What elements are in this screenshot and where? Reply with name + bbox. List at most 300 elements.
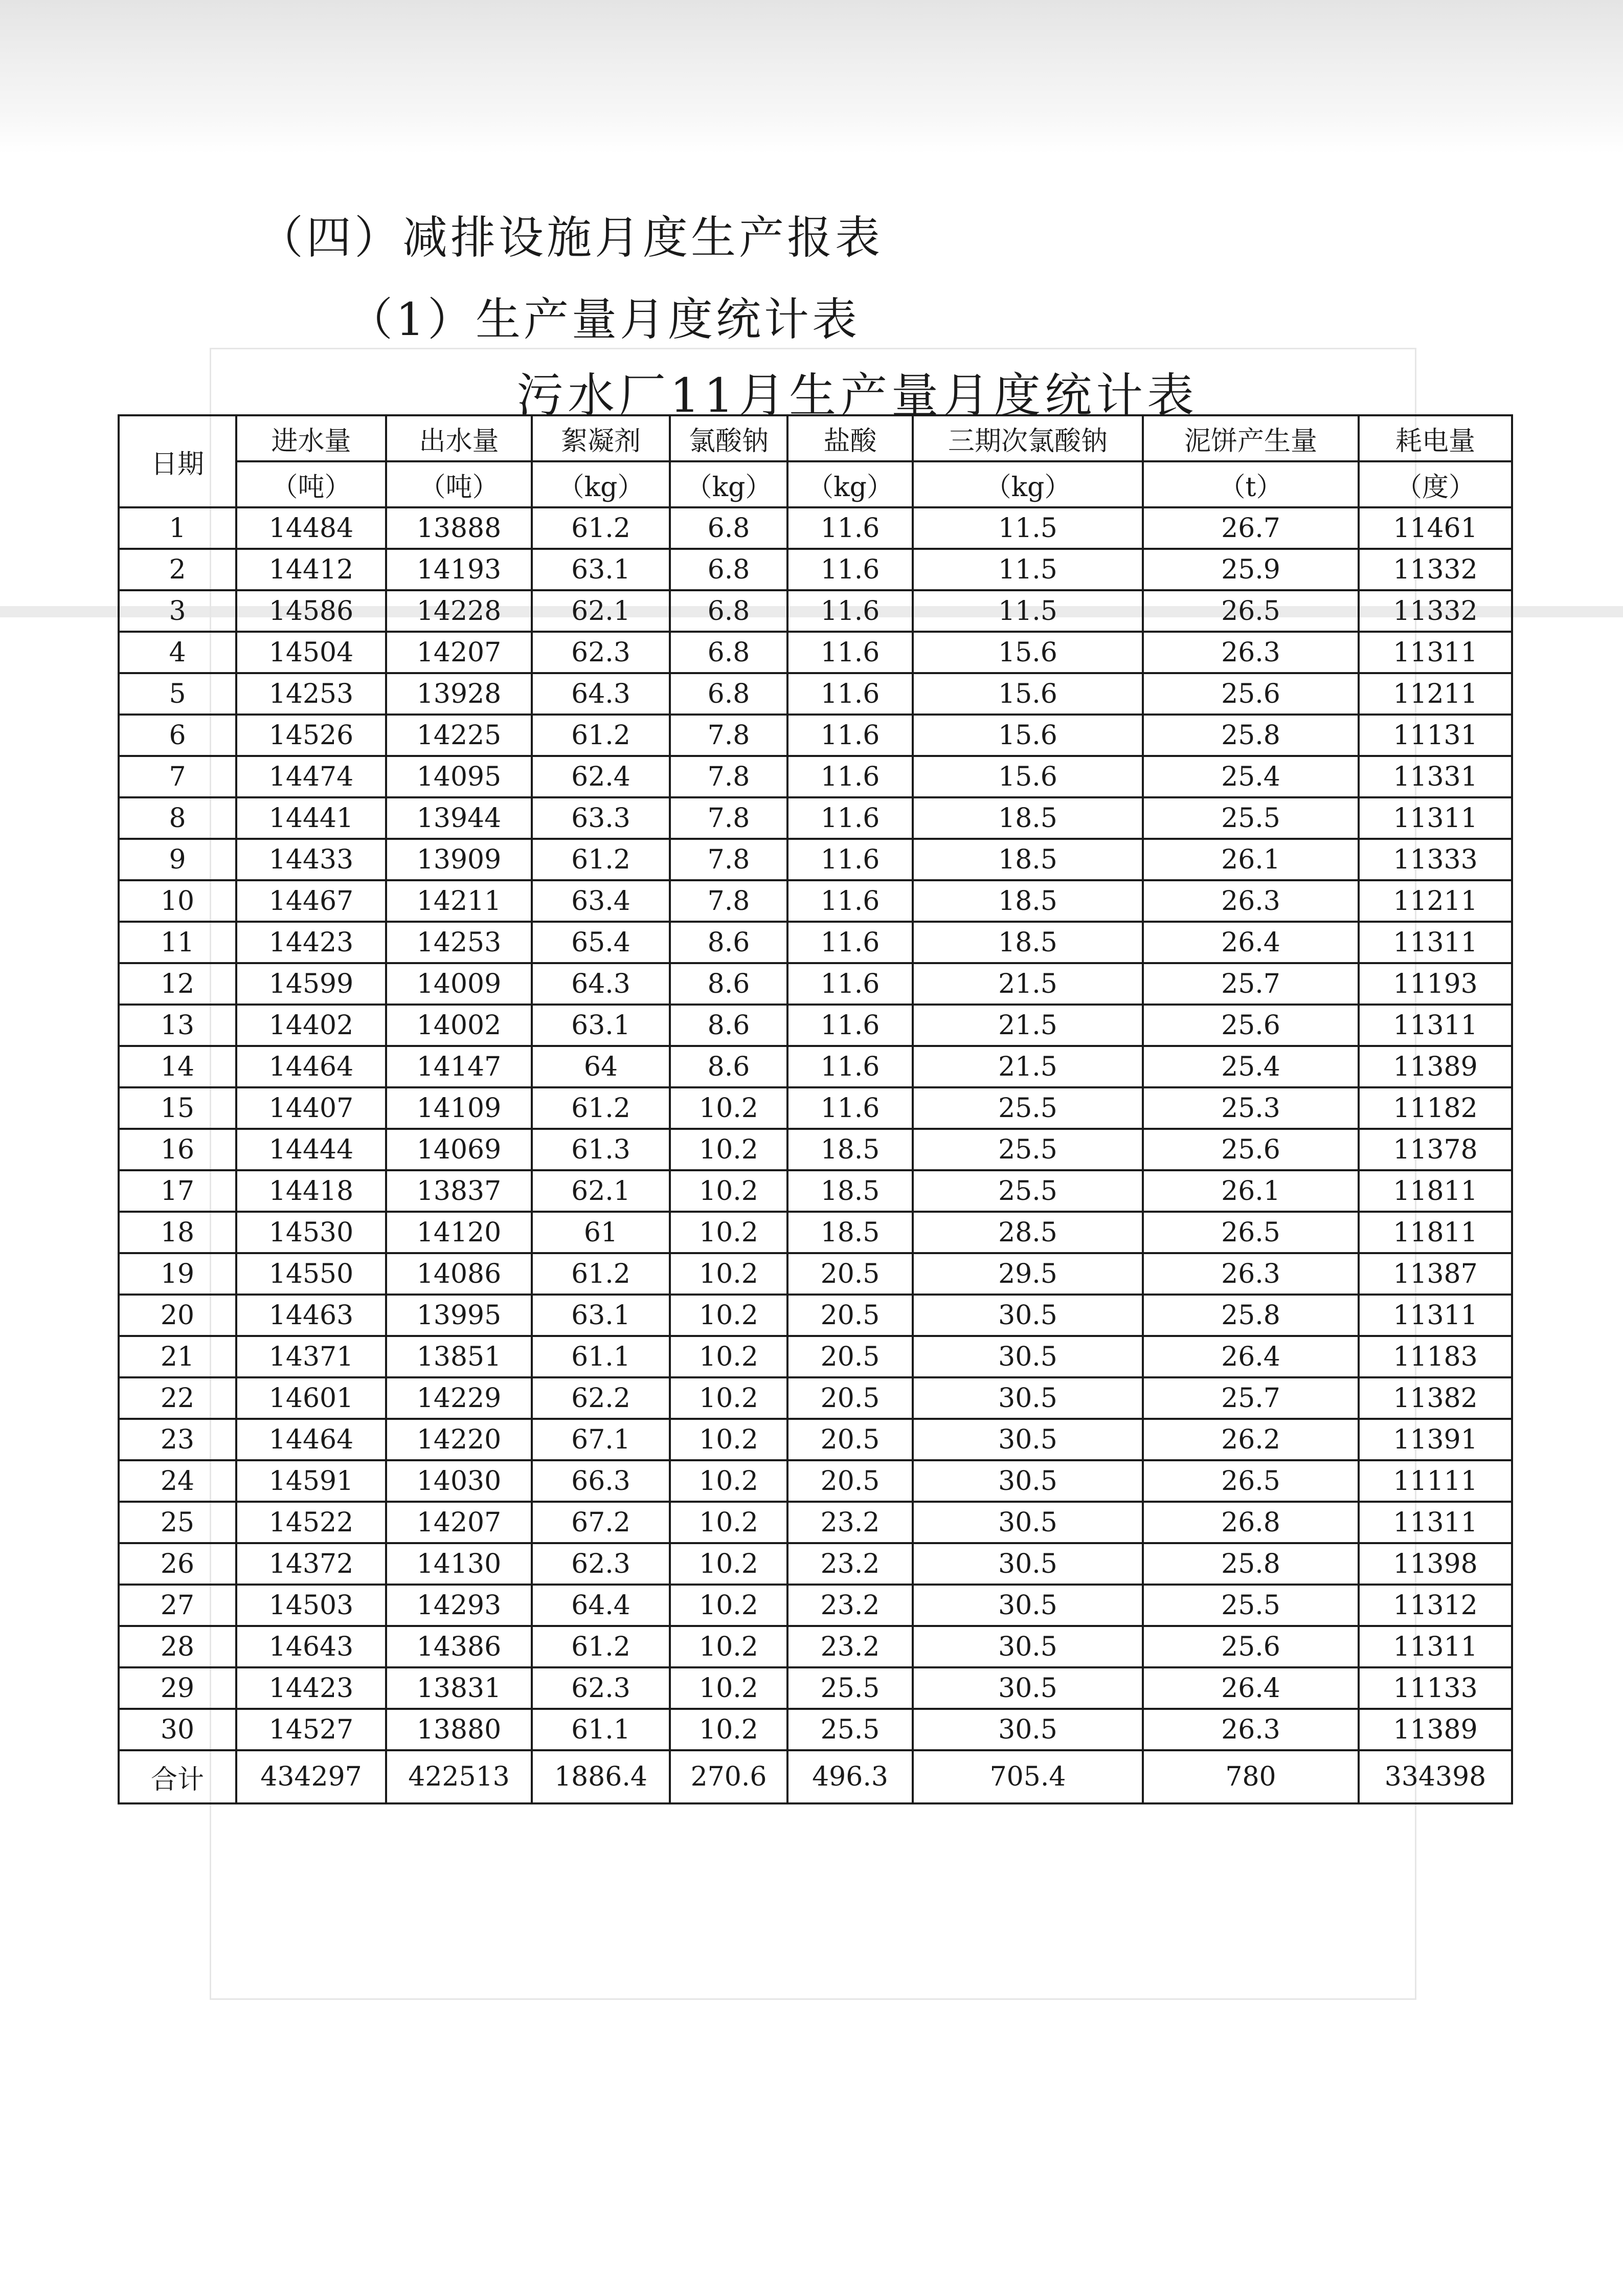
cell-inflow: 14601	[236, 1377, 386, 1419]
cell-flocculant: 63.1	[532, 1295, 670, 1336]
cell-flocculant: 65.4	[532, 922, 670, 963]
cell-outflow: 13880	[386, 1709, 532, 1750]
cell-electricity: 11811	[1359, 1212, 1512, 1253]
cell-date: 24	[119, 1460, 236, 1502]
cell-hydrochloric-acid: 11.6	[787, 549, 913, 590]
cell-date: 20	[119, 1295, 236, 1336]
cell-flocculant: 62.1	[532, 1170, 670, 1212]
cell-hydrochloric-acid: 11.6	[787, 673, 913, 715]
cell-inflow: 14530	[236, 1212, 386, 1253]
cell-sodium-chlorate: 10.2	[670, 1295, 787, 1336]
cell-sodium-chlorate: 7.8	[670, 756, 787, 797]
cell-outflow: 14225	[386, 715, 532, 756]
cell-flocculant: 67.1	[532, 1419, 670, 1460]
cell-sodium-chlorate: 10.2	[670, 1502, 787, 1543]
cell-outflow: 14293	[386, 1585, 532, 1626]
total-inflow: 434297	[236, 1750, 386, 1803]
cell-outflow: 14086	[386, 1253, 532, 1295]
cell-date: 7	[119, 756, 236, 797]
cell-sodium-chlorate: 7.8	[670, 715, 787, 756]
cell-electricity: 11133	[1359, 1667, 1512, 1709]
cell-inflow: 14599	[236, 963, 386, 1005]
table-row	[119, 632, 1512, 673]
table-row	[119, 1709, 1512, 1750]
cell-hypochlorite: 30.5	[913, 1667, 1143, 1709]
table-row	[119, 1543, 1512, 1585]
header-sodium-chlorate-unit: （kg）	[670, 461, 787, 507]
cell-hypochlorite: 21.5	[913, 1005, 1143, 1046]
cell-date: 14	[119, 1046, 236, 1087]
cell-electricity: 11382	[1359, 1377, 1512, 1419]
cell-hypochlorite: 29.5	[913, 1253, 1143, 1295]
cell-hydrochloric-acid: 11.6	[787, 963, 913, 1005]
cell-sodium-chlorate: 10.2	[670, 1419, 787, 1460]
cell-hydrochloric-acid: 11.6	[787, 590, 913, 632]
cell-outflow: 14386	[386, 1626, 532, 1667]
header-date: 日期	[119, 415, 236, 507]
cell-hypochlorite: 15.6	[913, 632, 1143, 673]
cell-hypochlorite: 18.5	[913, 797, 1143, 839]
cell-hydrochloric-acid: 18.5	[787, 1129, 913, 1170]
cell-sodium-chlorate: 10.2	[670, 1336, 787, 1377]
cell-date: 12	[119, 963, 236, 1005]
cell-hydrochloric-acid: 23.2	[787, 1543, 913, 1585]
cell-hypochlorite: 18.5	[913, 839, 1143, 880]
cell-flocculant: 64	[532, 1046, 670, 1087]
cell-outflow: 13928	[386, 673, 532, 715]
total-sodium-chlorate: 270.6	[670, 1750, 787, 1803]
cell-flocculant: 61.2	[532, 715, 670, 756]
cell-inflow: 14484	[236, 507, 386, 549]
cell-sludge-cake: 26.3	[1143, 632, 1359, 673]
cell-sludge-cake: 26.4	[1143, 922, 1359, 963]
cell-sludge-cake: 25.6	[1143, 1005, 1359, 1046]
cell-electricity: 11811	[1359, 1170, 1512, 1212]
cell-date: 16	[119, 1129, 236, 1170]
cell-date: 22	[119, 1377, 236, 1419]
cell-inflow: 14474	[236, 756, 386, 797]
cell-sludge-cake: 26.2	[1143, 1419, 1359, 1460]
cell-sludge-cake: 25.7	[1143, 1377, 1359, 1419]
table-row	[119, 673, 1512, 715]
cell-hypochlorite: 25.5	[913, 1087, 1143, 1129]
cell-sludge-cake: 25.7	[1143, 963, 1359, 1005]
table-row	[119, 1253, 1512, 1295]
cell-hypochlorite: 21.5	[913, 963, 1143, 1005]
table-row	[119, 839, 1512, 880]
cell-sodium-chlorate: 6.8	[670, 507, 787, 549]
cell-sludge-cake: 25.5	[1143, 1585, 1359, 1626]
total-sludge-cake: 780	[1143, 1750, 1359, 1803]
cell-date: 17	[119, 1170, 236, 1212]
cell-hypochlorite: 18.5	[913, 922, 1143, 963]
cell-sludge-cake: 26.1	[1143, 839, 1359, 880]
cell-sodium-chlorate: 10.2	[670, 1087, 787, 1129]
cell-date: 27	[119, 1585, 236, 1626]
table-header	[119, 415, 1512, 507]
cell-hydrochloric-acid: 11.6	[787, 756, 913, 797]
cell-date: 9	[119, 839, 236, 880]
cell-inflow: 14463	[236, 1295, 386, 1336]
header-outflow: 出水量	[386, 415, 532, 461]
header-inflow: 进水量	[236, 415, 386, 461]
cell-hydrochloric-acid: 11.6	[787, 1087, 913, 1129]
cell-date: 1	[119, 507, 236, 549]
header-sludge-cake: 泥饼产生量	[1143, 415, 1359, 461]
cell-sodium-chlorate: 10.2	[670, 1667, 787, 1709]
cell-electricity: 11461	[1359, 507, 1512, 549]
cell-inflow: 14464	[236, 1046, 386, 1087]
cell-sludge-cake: 25.4	[1143, 756, 1359, 797]
table-row	[119, 1005, 1512, 1046]
table-row	[119, 1667, 1512, 1709]
cell-sodium-chlorate: 6.8	[670, 632, 787, 673]
cell-electricity: 11193	[1359, 963, 1512, 1005]
cell-electricity: 11111	[1359, 1460, 1512, 1502]
cell-hydrochloric-acid: 20.5	[787, 1336, 913, 1377]
table-row	[119, 549, 1512, 590]
table-row	[119, 756, 1512, 797]
table-row	[119, 1336, 1512, 1377]
header-row-1	[119, 415, 1512, 461]
table-row	[119, 590, 1512, 632]
cell-electricity: 11389	[1359, 1046, 1512, 1087]
cell-electricity: 11332	[1359, 590, 1512, 632]
cell-outflow: 13851	[386, 1336, 532, 1377]
cell-flocculant: 62.2	[532, 1377, 670, 1419]
cell-date: 23	[119, 1419, 236, 1460]
cell-date: 19	[119, 1253, 236, 1295]
cell-outflow: 14009	[386, 963, 532, 1005]
cell-hypochlorite: 30.5	[913, 1709, 1143, 1750]
cell-sodium-chlorate: 7.8	[670, 797, 787, 839]
cell-hypochlorite: 15.6	[913, 673, 1143, 715]
cell-outflow: 14253	[386, 922, 532, 963]
cell-sodium-chlorate: 10.2	[670, 1460, 787, 1502]
cell-hydrochloric-acid: 23.2	[787, 1626, 913, 1667]
cell-inflow: 14423	[236, 1667, 386, 1709]
cell-inflow: 14586	[236, 590, 386, 632]
cell-date: 5	[119, 673, 236, 715]
cell-sodium-chlorate: 10.2	[670, 1170, 787, 1212]
header-electricity: 耗电量	[1359, 415, 1512, 461]
cell-date: 13	[119, 1005, 236, 1046]
cell-date: 3	[119, 590, 236, 632]
total-label: 合计	[119, 1750, 236, 1803]
cell-inflow: 14423	[236, 922, 386, 963]
cell-hydrochloric-acid: 11.6	[787, 715, 913, 756]
cell-flocculant: 61	[532, 1212, 670, 1253]
cell-hypochlorite: 30.5	[913, 1585, 1143, 1626]
cell-hydrochloric-acid: 18.5	[787, 1170, 913, 1212]
cell-outflow: 14130	[386, 1543, 532, 1585]
cell-flocculant: 62.4	[532, 756, 670, 797]
cell-date: 28	[119, 1626, 236, 1667]
cell-hypochlorite: 30.5	[913, 1543, 1143, 1585]
table-row	[119, 1585, 1512, 1626]
cell-date: 29	[119, 1667, 236, 1709]
cell-hypochlorite: 28.5	[913, 1212, 1143, 1253]
cell-sludge-cake: 25.3	[1143, 1087, 1359, 1129]
cell-inflow: 14467	[236, 880, 386, 922]
table-row	[119, 963, 1512, 1005]
cell-hydrochloric-acid: 25.5	[787, 1709, 913, 1750]
cell-date: 11	[119, 922, 236, 963]
header-electricity-unit: （度）	[1359, 461, 1512, 507]
cell-outflow: 13909	[386, 839, 532, 880]
total-row	[119, 1750, 1512, 1803]
cell-sludge-cake: 25.5	[1143, 797, 1359, 839]
cell-flocculant: 67.2	[532, 1502, 670, 1543]
cell-flocculant: 61.2	[532, 1253, 670, 1295]
cell-outflow: 14193	[386, 549, 532, 590]
cell-sludge-cake: 26.7	[1143, 507, 1359, 549]
cell-inflow: 14407	[236, 1087, 386, 1129]
cell-hypochlorite: 18.5	[913, 880, 1143, 922]
cell-date: 15	[119, 1087, 236, 1129]
cell-electricity: 11389	[1359, 1709, 1512, 1750]
cell-date: 6	[119, 715, 236, 756]
header-row-2	[119, 461, 1512, 507]
cell-inflow: 14591	[236, 1460, 386, 1502]
header-inflow-unit: （吨）	[236, 461, 386, 507]
header-hydrochloric-acid-unit: （kg）	[787, 461, 913, 507]
cell-outflow: 14207	[386, 632, 532, 673]
cell-hydrochloric-acid: 11.6	[787, 632, 913, 673]
table-row	[119, 1502, 1512, 1543]
cell-outflow: 14228	[386, 590, 532, 632]
cell-inflow: 14504	[236, 632, 386, 673]
cell-sludge-cake: 25.4	[1143, 1046, 1359, 1087]
cell-hydrochloric-acid: 20.5	[787, 1419, 913, 1460]
cell-flocculant: 62.3	[532, 632, 670, 673]
cell-flocculant: 63.3	[532, 797, 670, 839]
cell-hydrochloric-acid: 18.5	[787, 1212, 913, 1253]
cell-flocculant: 66.3	[532, 1460, 670, 1502]
table-row	[119, 1460, 1512, 1502]
cell-sludge-cake: 26.3	[1143, 1253, 1359, 1295]
cell-flocculant: 61.3	[532, 1129, 670, 1170]
cell-hypochlorite: 30.5	[913, 1295, 1143, 1336]
cell-sludge-cake: 25.8	[1143, 1543, 1359, 1585]
cell-hypochlorite: 21.5	[913, 1046, 1143, 1087]
cell-hydrochloric-acid: 25.5	[787, 1667, 913, 1709]
total-hydrochloric-acid: 496.3	[787, 1750, 913, 1803]
cell-inflow: 14402	[236, 1005, 386, 1046]
cell-flocculant: 62.3	[532, 1667, 670, 1709]
header-flocculant-unit: （kg）	[532, 461, 670, 507]
total-hypochlorite: 705.4	[913, 1750, 1143, 1803]
cell-hydrochloric-acid: 23.2	[787, 1502, 913, 1543]
cell-hypochlorite: 11.5	[913, 549, 1143, 590]
table-row	[119, 797, 1512, 839]
cell-date: 25	[119, 1502, 236, 1543]
cell-hypochlorite: 30.5	[913, 1502, 1143, 1543]
cell-sodium-chlorate: 8.6	[670, 1005, 787, 1046]
cell-hypochlorite: 25.5	[913, 1170, 1143, 1212]
cell-outflow: 14069	[386, 1129, 532, 1170]
table-body	[119, 507, 1512, 1750]
cell-electricity: 11183	[1359, 1336, 1512, 1377]
cell-flocculant: 61.2	[532, 1626, 670, 1667]
cell-inflow: 14643	[236, 1626, 386, 1667]
cell-flocculant: 61.2	[532, 507, 670, 549]
table-row	[119, 715, 1512, 756]
cell-electricity: 11331	[1359, 756, 1512, 797]
total-electricity: 334398	[1359, 1750, 1512, 1803]
cell-outflow: 14207	[386, 1502, 532, 1543]
table-row	[119, 1626, 1512, 1667]
cell-outflow: 13888	[386, 507, 532, 549]
cell-outflow: 14229	[386, 1377, 532, 1419]
cell-hydrochloric-acid: 11.6	[787, 507, 913, 549]
section-title: （四）减排设施月度生产报表	[258, 211, 884, 264]
cell-date: 18	[119, 1212, 236, 1253]
table-row	[119, 1419, 1512, 1460]
table-row	[119, 922, 1512, 963]
cell-flocculant: 63.1	[532, 1005, 670, 1046]
cell-electricity: 11398	[1359, 1543, 1512, 1585]
cell-sludge-cake: 26.4	[1143, 1336, 1359, 1377]
cell-hypochlorite: 30.5	[913, 1460, 1143, 1502]
cell-inflow: 14550	[236, 1253, 386, 1295]
cell-sludge-cake: 26.3	[1143, 880, 1359, 922]
cell-electricity: 11311	[1359, 1626, 1512, 1667]
cell-hydrochloric-acid: 11.6	[787, 839, 913, 880]
cell-inflow: 14418	[236, 1170, 386, 1212]
cell-sodium-chlorate: 10.2	[670, 1585, 787, 1626]
cell-electricity: 11332	[1359, 549, 1512, 590]
cell-flocculant: 61.1	[532, 1336, 670, 1377]
cell-date: 2	[119, 549, 236, 590]
table-row	[119, 1377, 1512, 1419]
cell-sludge-cake: 26.3	[1143, 1709, 1359, 1750]
cell-outflow: 14220	[386, 1419, 532, 1460]
cell-sludge-cake: 26.1	[1143, 1170, 1359, 1212]
cell-sodium-chlorate: 10.2	[670, 1129, 787, 1170]
cell-sodium-chlorate: 6.8	[670, 673, 787, 715]
cell-electricity: 11211	[1359, 673, 1512, 715]
cell-inflow: 14372	[236, 1543, 386, 1585]
table-title: 污水厂11月生产量月度统计表	[516, 368, 1199, 423]
cell-outflow: 13944	[386, 797, 532, 839]
table-footer	[119, 1750, 1512, 1803]
cell-hydrochloric-acid: 20.5	[787, 1295, 913, 1336]
cell-date: 26	[119, 1543, 236, 1585]
cell-date: 4	[119, 632, 236, 673]
cell-sodium-chlorate: 7.8	[670, 839, 787, 880]
cell-sludge-cake: 25.8	[1143, 715, 1359, 756]
cell-inflow: 14371	[236, 1336, 386, 1377]
cell-inflow: 14412	[236, 549, 386, 590]
cell-hypochlorite: 30.5	[913, 1336, 1143, 1377]
cell-date: 10	[119, 880, 236, 922]
cell-inflow: 14433	[236, 839, 386, 880]
cell-hydrochloric-acid: 20.5	[787, 1460, 913, 1502]
cell-sodium-chlorate: 7.8	[670, 880, 787, 922]
cell-outflow: 13831	[386, 1667, 532, 1709]
cell-inflow: 14444	[236, 1129, 386, 1170]
cell-sodium-chlorate: 6.8	[670, 590, 787, 632]
cell-date: 30	[119, 1709, 236, 1750]
cell-flocculant: 63.4	[532, 880, 670, 922]
cell-sludge-cake: 25.6	[1143, 1129, 1359, 1170]
cell-flocculant: 61.1	[532, 1709, 670, 1750]
cell-electricity: 11311	[1359, 1005, 1512, 1046]
cell-flocculant: 61.2	[532, 1087, 670, 1129]
cell-electricity: 11311	[1359, 922, 1512, 963]
table-row	[119, 1170, 1512, 1212]
cell-date: 8	[119, 797, 236, 839]
cell-sodium-chlorate: 10.2	[670, 1212, 787, 1253]
cell-hydrochloric-acid: 11.6	[787, 797, 913, 839]
table-row	[119, 1295, 1512, 1336]
cell-sludge-cake: 26.8	[1143, 1502, 1359, 1543]
cell-hypochlorite: 15.6	[913, 756, 1143, 797]
cell-flocculant: 62.3	[532, 1543, 670, 1585]
cell-sodium-chlorate: 10.2	[670, 1709, 787, 1750]
cell-sludge-cake: 25.8	[1143, 1295, 1359, 1336]
cell-sodium-chlorate: 6.8	[670, 549, 787, 590]
cell-sodium-chlorate: 10.2	[670, 1543, 787, 1585]
cell-outflow: 14095	[386, 756, 532, 797]
header-hydrochloric-acid: 盐酸	[787, 415, 913, 461]
total-flocculant: 1886.4	[532, 1750, 670, 1803]
cell-electricity: 11312	[1359, 1585, 1512, 1626]
cell-sodium-chlorate: 8.6	[670, 922, 787, 963]
cell-hypochlorite: 25.5	[913, 1129, 1143, 1170]
cell-inflow: 14441	[236, 797, 386, 839]
cell-inflow: 14464	[236, 1419, 386, 1460]
cell-sodium-chlorate: 10.2	[670, 1626, 787, 1667]
cell-sludge-cake: 26.5	[1143, 1460, 1359, 1502]
table-row	[119, 507, 1512, 549]
cell-electricity: 11311	[1359, 797, 1512, 839]
cell-sodium-chlorate: 10.2	[670, 1253, 787, 1295]
cell-sludge-cake: 25.9	[1143, 549, 1359, 590]
cell-hydrochloric-acid: 11.6	[787, 1046, 913, 1087]
cell-outflow: 14120	[386, 1212, 532, 1253]
cell-electricity: 11311	[1359, 1295, 1512, 1336]
cell-hydrochloric-acid: 11.6	[787, 922, 913, 963]
cell-hydrochloric-acid: 20.5	[787, 1377, 913, 1419]
subsection-title: （1）生产量月度统计表	[348, 293, 860, 346]
header-flocculant: 絮凝剂	[532, 415, 670, 461]
cell-outflow: 14109	[386, 1087, 532, 1129]
cell-electricity: 11378	[1359, 1129, 1512, 1170]
cell-flocculant: 64.3	[532, 963, 670, 1005]
cell-hydrochloric-acid: 11.6	[787, 880, 913, 922]
cell-electricity: 11211	[1359, 880, 1512, 922]
cell-flocculant: 64.3	[532, 673, 670, 715]
cell-sodium-chlorate: 8.6	[670, 1046, 787, 1087]
header-hypochlorite: 三期次氯酸钠	[913, 415, 1143, 461]
table-row	[119, 1046, 1512, 1087]
cell-flocculant: 64.4	[532, 1585, 670, 1626]
cell-inflow: 14526	[236, 715, 386, 756]
cell-flocculant: 61.2	[532, 839, 670, 880]
cell-inflow: 14522	[236, 1502, 386, 1543]
cell-hypochlorite: 30.5	[913, 1419, 1143, 1460]
header-sludge-cake-unit: （t）	[1143, 461, 1359, 507]
cell-hydrochloric-acid: 23.2	[787, 1585, 913, 1626]
cell-sodium-chlorate: 8.6	[670, 963, 787, 1005]
cell-outflow: 14030	[386, 1460, 532, 1502]
table-row	[119, 1129, 1512, 1170]
production-stats-table	[118, 414, 1513, 1804]
cell-flocculant: 62.1	[532, 590, 670, 632]
cell-electricity: 11333	[1359, 839, 1512, 880]
